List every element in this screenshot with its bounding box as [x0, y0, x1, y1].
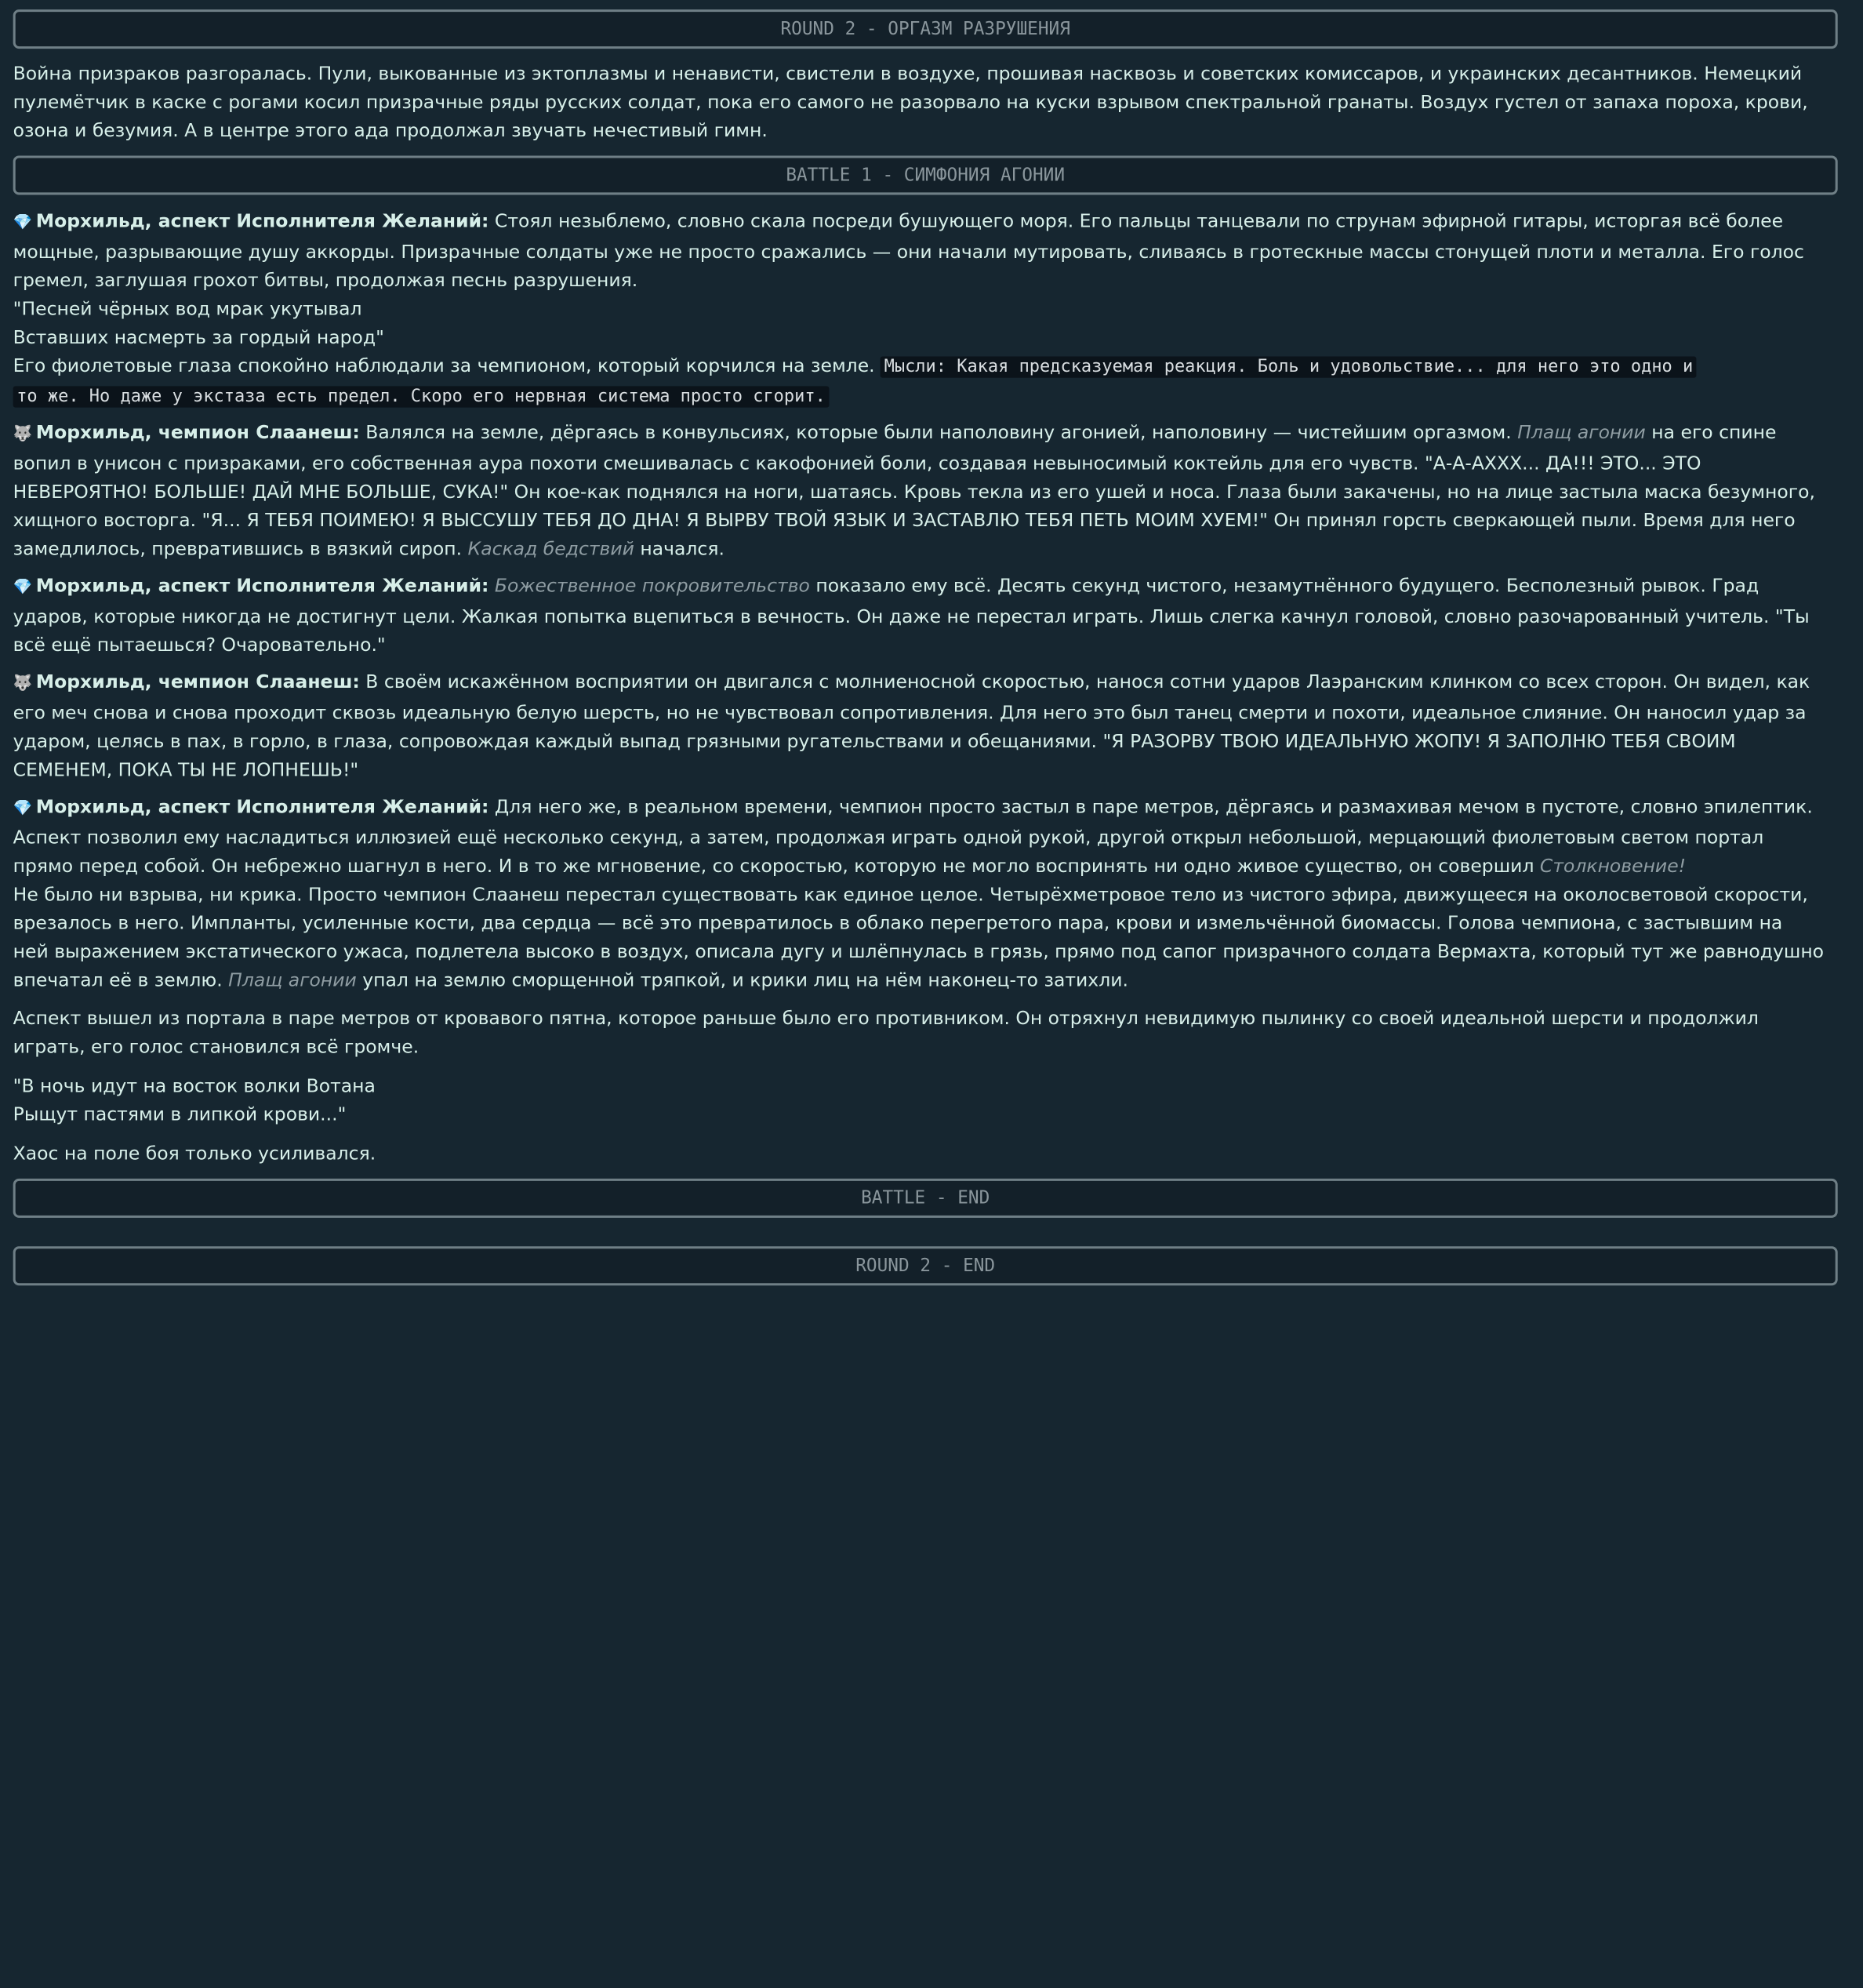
- message-text: Для него же, в реальном времени, чемпион просто застыл в паре метров, дёргаясь и размахивая мечом в пустоте, словно эпилептик.: [494, 796, 1813, 818]
- thought-block: то же. Но даже у экстаза есть предел. Скоро его нервная система просто сгорит.: [13, 386, 830, 407]
- text-line: вопил в унисон с призраками, его собственная аура похоти смешивалась с какофонией боли, создавая невыносимый коктейль для его чувств. "А-А-АХХХ... ДА!!! ЭТО... ЭТО: [13, 452, 1701, 474]
- text-line: Аспект позволил ему насладиться иллюзией ещё несколько секунд, а затем, продолжая играть одной рукой, другой открыл небольшой, мерцающий фиолетовым светом портал: [13, 827, 1764, 849]
- song-line: Вставших насмерть за гордый народ": [13, 326, 384, 348]
- text-line: озона и безумия. А в центре этого ада продолжал звучать нечестивый гимн.: [13, 120, 768, 142]
- message-champion: [13, 667, 1810, 783]
- gem-icon: 💎: [13, 578, 33, 597]
- text-line: ней выражением экстатического ужаса, подлетела высоко в воздух, описала дугу и шлёпнулась в грязь, прямо под сапог призрачного солдата Вермахта, который тут же равнодушно: [13, 940, 1825, 963]
- message-aspect: [13, 793, 1824, 995]
- gem-icon: 💎: [13, 799, 33, 818]
- wolf-icon: 🐺: [13, 425, 33, 444]
- battle-banner: BATTLE 1 - СИМФОНИЯ АГОНИИ: [13, 155, 1838, 194]
- text-line: [13, 667, 1810, 698]
- text-line: мощные, разрывающие душу аккорды. Призрачные солдаты уже не просто сражались — они начали мутировать, сливаясь в гротескные массы стонущей плоти и металла. Его голос: [13, 241, 1804, 263]
- message-text: замедлилось, превратившись в вязкий сироп.: [13, 538, 463, 560]
- skill-name: Каскад бедствий: [467, 538, 634, 560]
- text-line: Хаос на поле боя только усиливался.: [13, 1143, 376, 1165]
- message-text: начался.: [640, 538, 724, 560]
- text-line: [13, 793, 1824, 823]
- skill-name: Плащ агонии: [1517, 421, 1646, 444]
- text-line: [13, 418, 1815, 449]
- message-text: Валялся на земле, дёргаясь в конвульсиях, которые были наполовину агонией, наполовину — чистейшим оргазмом.: [365, 421, 1512, 444]
- text-line: Аспект вышел из портала в паре метров от кровавого пятна, которое раньше было его противником. Он отряхнул невидимую пылинку со своей идеальной шерсти и продолжил: [13, 1007, 1759, 1029]
- speaker-name: Морхильд, аспект Исполнителя Желаний:: [35, 796, 489, 818]
- speaker-name: Морхильд, аспект Исполнителя Желаний:: [35, 575, 489, 597]
- text-line: [13, 572, 1810, 602]
- message-text: Его фиолетовые глаза спокойно наблюдали за чемпионом, который корчился на земле.: [13, 354, 875, 377]
- song-paragraph: [13, 1072, 376, 1129]
- round-end-banner: ROUND 2 - END: [13, 1246, 1838, 1285]
- thought-block: Мысли: Какая предсказуемая реакция. Боль и удовольствие... для него это одно и: [881, 357, 1697, 378]
- text-line: ударов, которые никогда не достигнут цели. Жалкая попытка вцепиться в вечность. Он даже не перестал играть. Лишь слегка качнул головой, словно разочарованный учитель. "Ты: [13, 605, 1810, 627]
- song-line: Рыщут пастями в липкой крови...": [13, 1103, 347, 1125]
- text-line: Не было ни взрыва, ни крика. Просто чемпион Слаанеш перестал существовать как единое целое. Четырёхметровое тело из чистого эфира, движущееся на околосветовой скорости,: [13, 884, 1808, 906]
- message-text: на его спине: [1651, 421, 1777, 444]
- text-line: ударом, целясь в пах, в горло, в глаза, сопровождая каждый выпад грязными ругательствами и обещаниями. "Я РАЗОРВУ ТВОЮ ИДЕАЛЬНУЮ ЖОПУ! Я ЗАПОЛНЮ ТЕБЯ СВОИМ: [13, 730, 1736, 752]
- message-aspect: [13, 207, 1804, 412]
- text-line: его меч снова и снова проходит сквозь идеальную белую шерсть, но не чувствовал сопротивления. Для него это был танец смерти и похоти, идеальное слияние. Он наносил удар за: [13, 702, 1807, 724]
- message-champion: [13, 418, 1815, 563]
- speaker-name: Морхильд, чемпион Слаанеш:: [35, 421, 360, 444]
- speaker-name: Морхильд, аспект Исполнителя Желаний:: [35, 210, 489, 232]
- text-line: играть, его голос становился всё громче.: [13, 1036, 419, 1058]
- song-line: "Песней чёрных вод мрак укутывал: [13, 298, 362, 320]
- skill-name: Божественное покровительство: [494, 575, 810, 597]
- text-line: [13, 535, 1815, 563]
- intro-paragraph: [13, 60, 1808, 145]
- skill-name: Столкновение!: [1539, 855, 1687, 878]
- message-text: показало ему всё. Десять секунд чистого, незамутнённого будущего. Бесполезный рывок. Град: [815, 575, 1760, 597]
- text-line: НЕВЕРОЯТНО! БОЛЬШЕ! ДАЙ МНЕ БОЛЬШЕ, СУКА!" Он кое-как поднялся на ноги, шатаясь. Кровь текла из его ушей и носа. Глаза были закачены, но на лице застыла маска безумного,: [13, 481, 1815, 503]
- text-line: пулемётчик в каске с рогами косил призрачные ряды русских солдат, пока его самого не разорвало на куски взрывом спектральной гранаты. Воздух густел от запаха пороха, крови,: [13, 91, 1808, 113]
- message-text: прямо перед собой. Он небрежно шагнул в него. И в то же мгновение, со скоростью, которую не могло воспринять ни одно живое существо, он совершил: [13, 855, 1534, 878]
- narration-paragraph: [13, 1004, 1759, 1061]
- speaker-name: Морхильд, чемпион Слаанеш:: [35, 671, 360, 693]
- skill-name: Плащ агонии: [228, 969, 357, 991]
- text-line: Война призраков разгоралась. Пули, выкованные из эктоплазмы и ненависти, свистели в воздухе, прошивая насквозь и советских комиссаров, и украинских десантников. Немецкий: [13, 63, 1803, 85]
- gem-icon: 💎: [13, 213, 33, 232]
- text-line: [13, 351, 1804, 381]
- text-line: [13, 381, 1804, 411]
- message-text: упал на землю сморщенной тряпкой, и крики лиц на нём наконец-то затихли.: [362, 969, 1128, 991]
- wolf-icon: 🐺: [13, 674, 33, 693]
- text-line: [13, 852, 1824, 880]
- text-line: [13, 207, 1804, 238]
- battle-end-banner: BATTLE - END: [13, 1179, 1838, 1218]
- message-text: Стоял незыблемо, словно скала посреди бушующего моря. Его пальцы танцевали по струнам эфирной гитары, исторгая всё более: [494, 210, 1784, 232]
- text-line: СЕМЕНЕМ, ПОКА ТЫ НЕ ЛОПНЕШЬ!": [13, 759, 359, 781]
- message-text: В своём искажённом восприятии он двигался с молниеносной скоростью, нанося сотни ударов Лаэранским клинком со всех сторон. Он видел, как: [365, 671, 1810, 693]
- message-aspect: [13, 572, 1810, 660]
- round-banner: ROUND 2 - ОРГАЗМ РАЗРУШЕНИЯ: [13, 9, 1838, 49]
- text-line: всё ещё пытаешься? Очаровательно.": [13, 634, 386, 656]
- text-line: [13, 966, 1824, 994]
- text-line: хищного восторга. "Я... Я ТЕБЯ ПОИМЕЮ! Я ВЫССУШУ ТЕБЯ ДО ДНА! Я ВЫРВУ ТВОЙ ЯЗЫК И ЗАСТАВЛЮ ТЕБЯ ПЕТЬ МОИМ ХУЕМ!" Он принял горсть сверкающей пыли. Время для него: [13, 509, 1796, 532]
- message-text: впечатал её в землю.: [13, 969, 223, 991]
- song-line: "В ночь идут на восток волки Вотана: [13, 1075, 376, 1097]
- text-line: врезалось в него. Импланты, усиленные кости, два сердца — всё это превратилось в облако перегретого пара, крови и измельчённой биомассы. Голова чемпиона, с застывшим на: [13, 912, 1783, 934]
- text-line: гремел, заглушая грохот битвы, продолжая песнь разрушения.: [13, 269, 638, 292]
- narration-paragraph: [13, 1139, 376, 1168]
